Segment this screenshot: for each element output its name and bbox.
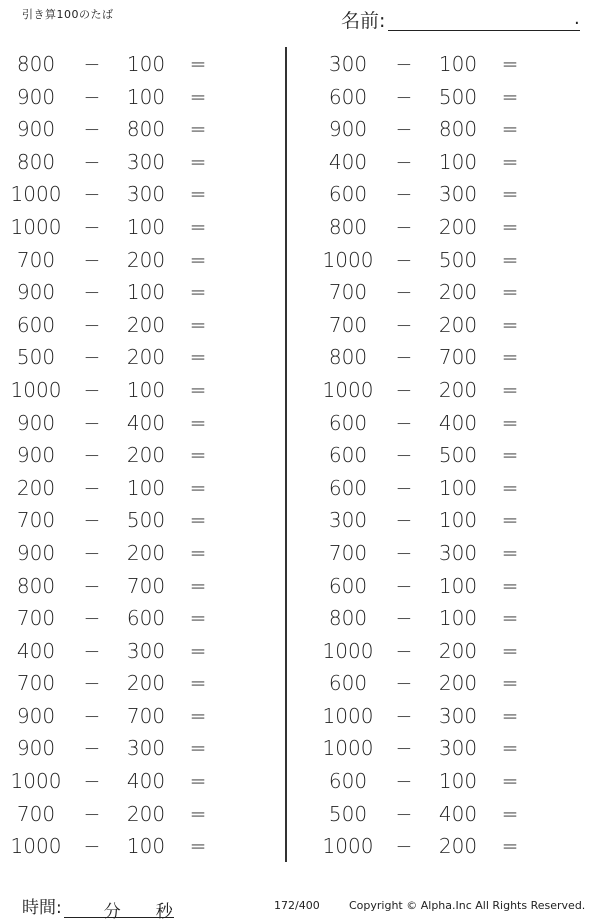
problem-row — [0, 374, 280, 407]
minuend: 600 — [328, 182, 368, 207]
subtrahend: 500 — [126, 508, 166, 533]
minuend: 800 — [16, 52, 56, 76]
subtrahend: 200 — [438, 312, 478, 337]
subtrahend: 300 — [438, 540, 478, 565]
equals-sign: = — [501, 671, 519, 696]
minus-sign: − — [395, 508, 413, 533]
time-underline — [64, 897, 174, 922]
minuend: 700 — [16, 508, 56, 533]
problem-row — [312, 407, 592, 440]
problem-row — [312, 211, 592, 244]
problem-row — [0, 765, 280, 798]
minuend: 900 — [16, 443, 56, 468]
minus-sign: − — [83, 84, 101, 109]
equals-sign: = — [501, 606, 519, 631]
minuend: 800 — [16, 149, 56, 174]
problem-row — [0, 700, 280, 733]
subtrahend: 300 — [126, 638, 166, 663]
minuend: 800 — [328, 214, 368, 239]
equals-sign: = — [501, 312, 519, 337]
problem-row — [312, 504, 592, 537]
problem-row — [0, 81, 280, 114]
equals-sign: = — [189, 573, 207, 598]
minus-sign: − — [395, 834, 413, 859]
minus-sign: − — [83, 769, 101, 794]
problem-row — [312, 113, 592, 146]
subtrahend: 100 — [438, 475, 478, 500]
equals-sign: = — [189, 84, 207, 109]
equals-sign: = — [501, 638, 519, 663]
worksheet-title: 引き算100のたば — [22, 8, 114, 21]
right-problem-column — [312, 48, 592, 863]
problem-row — [312, 635, 592, 668]
minuend: 700 — [16, 801, 56, 826]
equals-sign: = — [501, 769, 519, 794]
minus-sign: − — [83, 117, 101, 142]
minuend: 800 — [328, 345, 368, 370]
name-dot: . — [574, 8, 580, 29]
minuend: 600 — [328, 769, 368, 794]
minuend: 700 — [328, 280, 368, 305]
equals-sign: = — [189, 606, 207, 631]
equals-sign: = — [189, 475, 207, 500]
subtrahend: 200 — [438, 377, 478, 402]
equals-sign: = — [189, 671, 207, 696]
equals-sign: = — [501, 834, 519, 859]
minus-sign: − — [83, 475, 101, 500]
problem-row — [312, 178, 592, 211]
subtrahend: 600 — [126, 606, 166, 631]
page-number: 172/400 — [274, 899, 320, 912]
problem-row — [0, 146, 280, 179]
subtrahend: 700 — [438, 345, 478, 370]
minuend: 1000 — [322, 247, 374, 272]
minuend: 1000 — [10, 214, 62, 239]
subtrahend: 100 — [126, 475, 166, 500]
minus-sign: − — [83, 638, 101, 663]
name-field[interactable] — [341, 6, 586, 30]
minuend: 900 — [16, 410, 56, 435]
equals-sign: = — [189, 214, 207, 239]
minus-sign: − — [395, 345, 413, 370]
minuend: 700 — [328, 312, 368, 337]
problem-row — [312, 732, 592, 765]
equals-sign: = — [189, 312, 207, 337]
minus-sign: − — [83, 247, 101, 272]
problem-row — [0, 570, 280, 603]
subtrahend: 100 — [438, 606, 478, 631]
equals-sign: = — [189, 410, 207, 435]
equals-sign: = — [501, 573, 519, 598]
problem-row — [312, 700, 592, 733]
minuend: 900 — [16, 84, 56, 109]
minuend: 1000 — [322, 736, 374, 761]
problem-row — [0, 113, 280, 146]
minuend: 600 — [328, 84, 368, 109]
minuend: 1000 — [322, 377, 374, 402]
minuend: 600 — [328, 443, 368, 468]
equals-sign: = — [501, 149, 519, 174]
problem-row — [0, 798, 280, 831]
equals-sign: = — [189, 377, 207, 402]
subtrahend: 400 — [438, 410, 478, 435]
equals-sign: = — [189, 736, 207, 761]
equals-sign: = — [189, 345, 207, 370]
subtrahend: 700 — [126, 573, 166, 598]
problem-row — [312, 276, 592, 309]
equals-sign: = — [501, 182, 519, 207]
problem-row — [312, 472, 592, 505]
problem-row — [312, 146, 592, 179]
minuend: 900 — [16, 540, 56, 565]
subtrahend: 700 — [126, 703, 166, 728]
subtrahend: 100 — [438, 508, 478, 533]
minuend: 600 — [16, 312, 56, 337]
minus-sign: − — [395, 117, 413, 142]
problem-row — [0, 48, 280, 81]
subtrahend: 200 — [438, 280, 478, 305]
problem-row — [312, 667, 592, 700]
minus-sign: − — [83, 508, 101, 533]
column-divider — [285, 47, 287, 862]
problem-row — [0, 635, 280, 668]
equals-sign: = — [189, 508, 207, 533]
subtrahend: 200 — [438, 834, 478, 859]
minuend: 200 — [16, 475, 56, 500]
minus-sign: − — [395, 377, 413, 402]
equals-sign: = — [189, 247, 207, 272]
problem-row — [0, 472, 280, 505]
problem-row — [312, 374, 592, 407]
minus-sign: − — [395, 703, 413, 728]
problem-row — [0, 504, 280, 537]
subtrahend: 500 — [438, 443, 478, 468]
subtrahend: 200 — [126, 671, 166, 696]
subtrahend: 400 — [126, 410, 166, 435]
subtrahend: 100 — [438, 573, 478, 598]
subtrahend: 100 — [126, 377, 166, 402]
problem-row — [0, 341, 280, 374]
minuend: 1000 — [10, 377, 62, 402]
equals-sign: = — [501, 443, 519, 468]
problem-row — [312, 309, 592, 342]
equals-sign: = — [501, 214, 519, 239]
equals-sign: = — [189, 117, 207, 142]
equals-sign: = — [501, 410, 519, 435]
minus-sign: − — [395, 280, 413, 305]
time-label: 時間: — [22, 898, 62, 918]
equals-sign: = — [501, 703, 519, 728]
minus-sign: − — [395, 149, 413, 174]
equals-sign: = — [501, 52, 519, 76]
problem-row — [312, 244, 592, 277]
equals-sign: = — [501, 280, 519, 305]
problem-row — [0, 537, 280, 570]
subtrahend: 100 — [126, 214, 166, 239]
time-field[interactable] — [22, 893, 174, 922]
subtrahend: 300 — [438, 736, 478, 761]
equals-sign: = — [189, 769, 207, 794]
minuend: 600 — [328, 671, 368, 696]
equals-sign: = — [501, 475, 519, 500]
minus-sign: − — [395, 52, 413, 76]
problem-row — [0, 667, 280, 700]
problem-row — [0, 309, 280, 342]
problem-row — [312, 830, 592, 863]
minus-sign: − — [395, 443, 413, 468]
equals-sign: = — [501, 345, 519, 370]
equals-sign: = — [189, 703, 207, 728]
minus-sign: − — [83, 410, 101, 435]
equals-sign: = — [501, 117, 519, 142]
equals-sign: = — [189, 834, 207, 859]
subtrahend: 200 — [126, 345, 166, 370]
minuend: 900 — [16, 703, 56, 728]
subtrahend: 500 — [438, 84, 478, 109]
minuend: 500 — [16, 345, 56, 370]
problem-row — [0, 830, 280, 863]
minuend: 400 — [16, 638, 56, 663]
minuend: 1000 — [10, 834, 62, 859]
minus-sign: − — [395, 410, 413, 435]
minus-sign: − — [395, 638, 413, 663]
minus-sign: − — [83, 801, 101, 826]
minus-sign: − — [395, 606, 413, 631]
minuend: 900 — [16, 117, 56, 142]
name-underline — [388, 30, 580, 31]
minus-sign: − — [83, 377, 101, 402]
subtrahend: 400 — [438, 801, 478, 826]
problem-row — [312, 439, 592, 472]
minuend: 700 — [16, 606, 56, 631]
subtrahend: 500 — [438, 247, 478, 272]
minuend: 900 — [328, 117, 368, 142]
problem-row — [312, 602, 592, 635]
minuend: 700 — [328, 540, 368, 565]
subtrahend: 300 — [438, 703, 478, 728]
equals-sign: = — [189, 182, 207, 207]
subtrahend: 100 — [438, 769, 478, 794]
equals-sign: = — [501, 377, 519, 402]
problem-row — [312, 537, 592, 570]
minutes-label: 分 — [103, 902, 121, 922]
subtrahend: 100 — [126, 52, 166, 76]
minuend: 700 — [16, 247, 56, 272]
problem-row — [0, 407, 280, 440]
subtrahend: 300 — [126, 149, 166, 174]
minus-sign: − — [83, 671, 101, 696]
minuend: 1000 — [10, 182, 62, 207]
equals-sign: = — [501, 508, 519, 533]
subtrahend: 300 — [126, 182, 166, 207]
subtrahend: 300 — [438, 182, 478, 207]
minus-sign: − — [83, 606, 101, 631]
problem-row — [0, 602, 280, 635]
minus-sign: − — [395, 736, 413, 761]
subtrahend: 100 — [126, 834, 166, 859]
equals-sign: = — [189, 149, 207, 174]
minus-sign: − — [83, 182, 101, 207]
minuend: 800 — [328, 606, 368, 631]
subtrahend: 200 — [126, 443, 166, 468]
minuend: 300 — [328, 508, 368, 533]
minuend: 900 — [16, 736, 56, 761]
subtrahend: 200 — [438, 671, 478, 696]
minuend: 1000 — [322, 638, 374, 663]
problem-row — [312, 81, 592, 114]
problem-row — [312, 48, 592, 81]
minuend: 400 — [328, 149, 368, 174]
minus-sign: − — [395, 801, 413, 826]
subtrahend: 100 — [438, 149, 478, 174]
subtrahend: 100 — [438, 52, 478, 76]
subtrahend: 200 — [126, 540, 166, 565]
minuend: 600 — [328, 573, 368, 598]
minus-sign: − — [395, 671, 413, 696]
minus-sign: − — [83, 834, 101, 859]
problem-row — [312, 765, 592, 798]
equals-sign: = — [189, 540, 207, 565]
minus-sign: − — [395, 312, 413, 337]
equals-sign: = — [189, 801, 207, 826]
minus-sign: − — [83, 540, 101, 565]
subtrahend: 400 — [126, 769, 166, 794]
minus-sign: − — [395, 182, 413, 207]
subtrahend: 200 — [126, 247, 166, 272]
equals-sign: = — [501, 84, 519, 109]
minuend: 1000 — [322, 703, 374, 728]
equals-sign: = — [501, 736, 519, 761]
minus-sign: − — [83, 280, 101, 305]
seconds-label: 秒 — [155, 902, 173, 922]
copyright-notice: Copyright © Alpha.Inc All Rights Reserved. — [349, 899, 586, 912]
subtrahend: 100 — [126, 84, 166, 109]
minuend: 1000 — [10, 769, 62, 794]
problem-row — [0, 439, 280, 472]
subtrahend: 800 — [126, 117, 166, 142]
minus-sign: − — [83, 703, 101, 728]
minus-sign: − — [395, 84, 413, 109]
minus-sign: − — [83, 214, 101, 239]
minuend: 300 — [328, 52, 368, 76]
subtrahend: 200 — [438, 214, 478, 239]
equals-sign: = — [501, 540, 519, 565]
problem-row — [312, 798, 592, 831]
minus-sign: − — [395, 573, 413, 598]
equals-sign: = — [189, 280, 207, 305]
minuend: 700 — [16, 671, 56, 696]
subtrahend: 200 — [438, 638, 478, 663]
minus-sign: − — [83, 345, 101, 370]
minus-sign: − — [395, 475, 413, 500]
problem-row — [0, 732, 280, 765]
minus-sign: − — [395, 540, 413, 565]
minuend: 800 — [16, 573, 56, 598]
minus-sign: − — [395, 247, 413, 272]
minus-sign: − — [83, 149, 101, 174]
minuend: 600 — [328, 410, 368, 435]
minuend: 600 — [328, 475, 368, 500]
equals-sign: = — [189, 638, 207, 663]
subtrahend: 200 — [126, 801, 166, 826]
minus-sign: − — [395, 214, 413, 239]
left-problem-column — [0, 48, 280, 863]
equals-sign: = — [189, 52, 207, 76]
equals-sign: = — [501, 801, 519, 826]
minuend: 1000 — [322, 834, 374, 859]
subtrahend: 100 — [126, 280, 166, 305]
minus-sign: − — [83, 52, 101, 76]
equals-sign: = — [501, 247, 519, 272]
equals-sign: = — [189, 443, 207, 468]
minus-sign: − — [83, 573, 101, 598]
subtrahend: 800 — [438, 117, 478, 142]
minuend: 500 — [328, 801, 368, 826]
problem-row — [312, 570, 592, 603]
problem-row — [0, 178, 280, 211]
minus-sign: − — [395, 769, 413, 794]
minus-sign: − — [83, 312, 101, 337]
minus-sign: − — [83, 443, 101, 468]
name-label: 名前: — [341, 10, 386, 32]
subtrahend: 300 — [126, 736, 166, 761]
problem-row — [312, 341, 592, 374]
minus-sign: − — [83, 736, 101, 761]
subtrahend: 200 — [126, 312, 166, 337]
problem-row — [0, 244, 280, 277]
minuend: 900 — [16, 280, 56, 305]
problem-row — [0, 211, 280, 244]
problem-row — [0, 276, 280, 309]
